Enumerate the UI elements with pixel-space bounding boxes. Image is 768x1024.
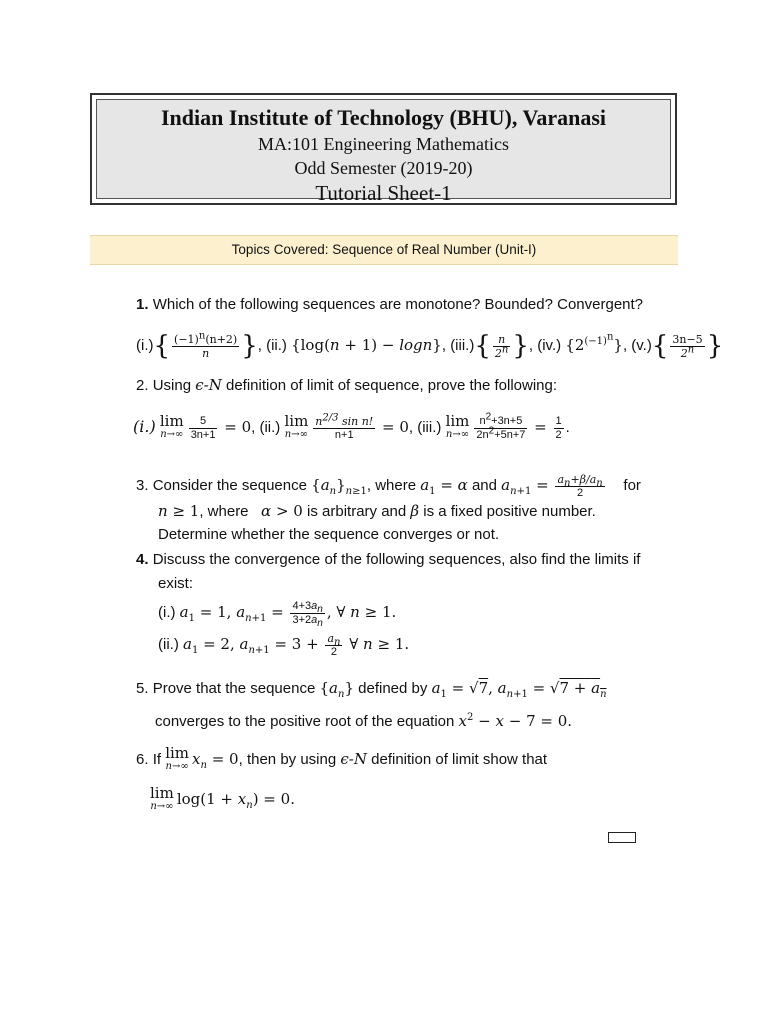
item-label: (i.) xyxy=(136,337,154,354)
question-6: 6. If lim n→∞ $x_n = 0$, then by using ϵ-N definition of limit show that xyxy=(136,744,548,773)
question-2-limits: (i.) lim n→∞ $\frac{5}{3n+1}$ = 0, (ii.) lim n→∞ $\frac{n^{2/3} \sin n!}{n+1}$ = 0, (iii.) lim n→∞ $\frac{n^2+3n+5}{2n^2+5n+7}$ = $\frac{1}{2}$ . xyxy=(133,410,570,441)
question-text: for xyxy=(623,477,641,494)
question-number: 6. xyxy=(136,751,149,768)
institute-title: Indian Institute of Technology (BHU), Varanasi xyxy=(161,105,606,130)
item-label: (ii.) xyxy=(266,337,287,354)
question-number: 2. xyxy=(136,377,149,394)
question-text: Consider the sequence xyxy=(152,477,307,494)
question-2: 2. Using ϵ-N definition of limit of sequence, prove the following: xyxy=(136,376,558,394)
small-box xyxy=(608,832,636,843)
question-4-item-i: (i.) $a_1 = 1$, $a_{n+1}$ = $\frac{4+3a_n}{3+2a_n}$ , ∀ n ≥ 1. xyxy=(158,599,397,629)
item-label: (ii.) xyxy=(158,636,179,653)
header-box xyxy=(90,93,677,205)
question-text: If xyxy=(152,751,162,768)
question-number: 4. xyxy=(136,551,149,568)
item-label: (i.) xyxy=(158,604,176,621)
question-6-line-2: lim n→∞ $\log(1 + x_n) = 0$. xyxy=(150,784,295,813)
question-1-sequences: (i.){ $\frac{(-1)^n(n+2)}{n}$ }, (ii.) {log(n + 1) − logn}, (iii.){ $\frac{n}{2^n}$ }, (iv.) $\{2^{(-1)^n}\}$, (v.){ $\frac{3n-5}{2^n}$ } xyxy=(136,329,724,362)
question-text: Using xyxy=(152,377,192,394)
question-text: and xyxy=(471,477,497,494)
question-text: Which of the following sequences are monotone? Bounded? Convergent? xyxy=(152,296,644,313)
question-3-line-2: n ≥ 1, where α > 0 is arbitrary and β is a fixed positive number. xyxy=(158,502,596,520)
topics-banner: Topics Covered: Sequence of Real Number (Unit-I) xyxy=(90,235,678,265)
question-text: definition of limit of sequence, prove the following: xyxy=(226,377,558,394)
question-5: 5. Prove that the sequence $\{a_n\}$ defined by $a_1 = √7$, $a_{n+1} = √7 + a_n$ xyxy=(136,679,607,700)
question-text: converges to the positive root of the equation xyxy=(155,713,455,730)
question-text: where xyxy=(207,503,249,520)
question-number: 5. xyxy=(136,680,149,697)
semester-label: Odd Semester (2019-20) xyxy=(294,158,473,178)
item-label: (iii.) xyxy=(417,419,442,436)
item-label: (i.) xyxy=(133,417,156,436)
question-4 xyxy=(136,550,640,570)
sequence-iv: $\{2^{(-1)^n}\}$ xyxy=(565,331,623,354)
sheet-title: Tutorial Sheet-1 xyxy=(315,181,452,205)
question-text: Prove that the sequence xyxy=(152,680,316,697)
question-text: definition of limit show that xyxy=(371,751,548,768)
question-text: where xyxy=(375,477,417,494)
question-text: then by using xyxy=(246,751,337,768)
item-label: (ii.) xyxy=(259,419,281,436)
question-1 xyxy=(136,295,643,315)
question-4-line-2: exist: xyxy=(158,575,194,592)
question-text: is a fixed positive number. xyxy=(423,503,596,520)
item-label: (iii.) xyxy=(450,337,475,354)
question-5-line-2: converges to the positive root of the equation $x^2 - x - 7 = 0$. xyxy=(155,712,573,730)
course-title: MA:101 Engineering Mathematics xyxy=(258,134,509,154)
question-number: 1. xyxy=(136,296,149,313)
item-label: (iv.) xyxy=(537,337,562,354)
question-3-line-3: Determine whether the sequence converges or not. xyxy=(158,526,500,543)
sequence-ii: {log(n + 1) − logn} xyxy=(291,336,442,354)
question-text: is arbitrary and xyxy=(307,503,407,520)
question-text: Discuss the convergence of the following sequences, also find the limits if xyxy=(152,551,641,568)
question-text: defined by xyxy=(358,680,428,697)
header-panel xyxy=(96,99,671,205)
question-4-item-ii: (ii.) $a_1 = 2$, $a_{n+1} = 3$ + $\frac{a_n}{2}$ ∀ n ≥ 1. xyxy=(158,631,410,658)
question-number: 3. xyxy=(136,477,149,494)
question-3: 3. Consider the sequence $\{a_n\}_{n\ge 1}$, where $a_1 = \alpha$ and $a_{n+1}$ = $\frac{a_n+\beta/a_n}{2}$ for xyxy=(136,472,641,499)
item-label: (v.) xyxy=(631,337,652,354)
